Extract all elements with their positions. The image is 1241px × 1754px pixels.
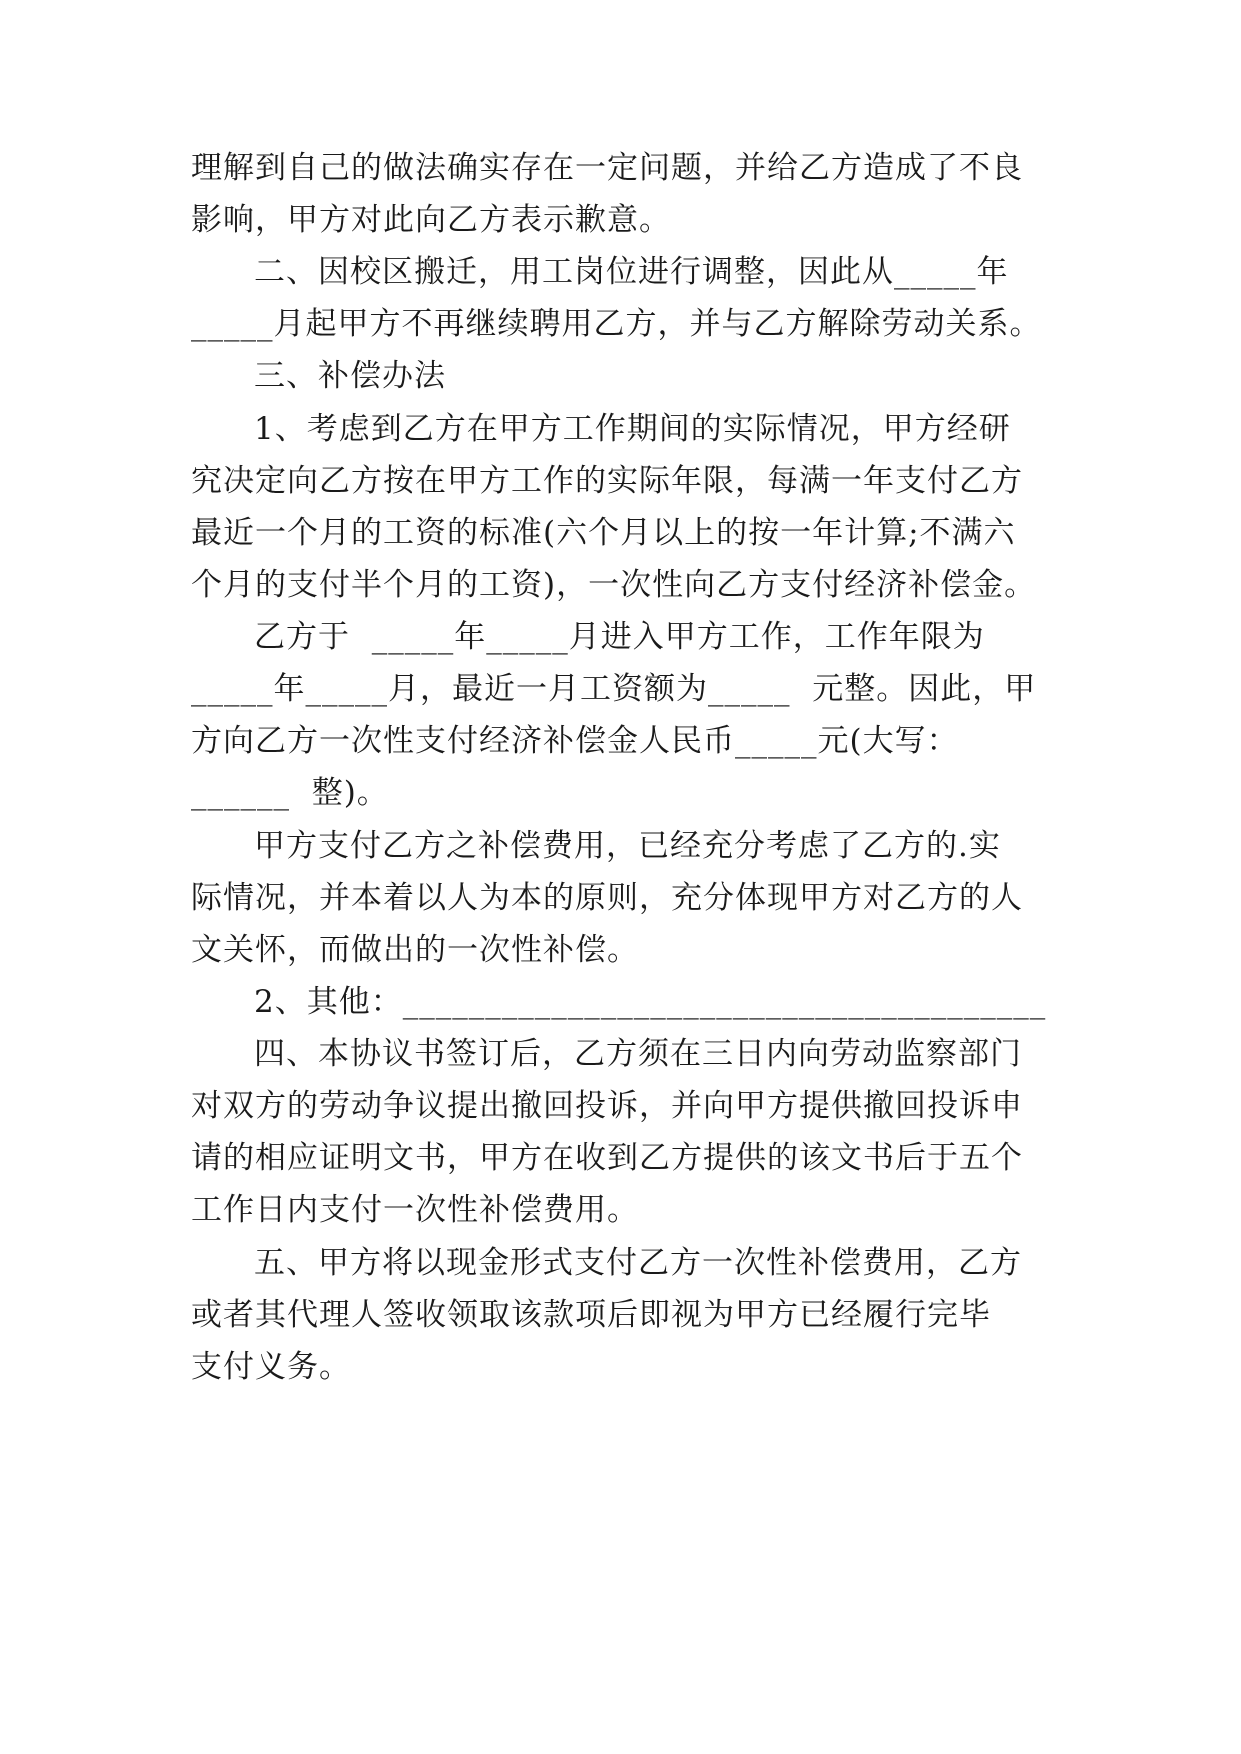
section-2-heading-line: 二、因校区搬迁，用工岗位进行调整，因此从_____年 — [254, 254, 1009, 290]
text-line: 际情况，并本着以人为本的原则，充分体现甲方对乙方的人 — [191, 880, 1023, 916]
text-line: _____月起甲方不再继续聘用乙方，并与乙方解除劳动关系。 — [191, 306, 1042, 342]
text-line: 工作日内支付一次性补偿费用。 — [191, 1192, 639, 1228]
text-line: 究决定向乙方按在甲方工作的实际年限，每满一年支付乙方 — [191, 463, 1023, 499]
text-line: _____年_____月，最近一月工资额为_____ 元整。因此，甲 — [191, 671, 1037, 707]
text-line: 影响，甲方对此向乙方表示歉意。 — [191, 202, 671, 238]
compensation-note-line: 甲方支付乙方之补偿费用，已经充分考虑了乙方的.实 — [254, 828, 1001, 864]
section-4-line: 四、本协议书签订后，乙方须在三日内向劳动监察部门 — [254, 1036, 1022, 1072]
text-line: 或者其代理人签收领取该款项后即视为甲方已经履行完毕 — [191, 1297, 991, 1333]
clause-1-line: 1、考虑到乙方在甲方工作期间的实际情况，甲方经研 — [254, 411, 1011, 447]
text-line: 支付义务。 — [191, 1349, 351, 1385]
text-line: ______ 整)。 — [191, 775, 389, 811]
employment-details-line: 乙方于 _____年_____月进入甲方工作，工作年限为 — [254, 619, 985, 655]
text-line: 文关怀，而做出的一次性补偿。 — [191, 932, 639, 968]
text-line: 最近一个月的工资的标准(六个月以上的按一年计算;不满六 — [191, 515, 1016, 551]
section-3-heading: 三、补偿办法 — [254, 358, 446, 394]
text-line: 对双方的劳动争议提出撤回投诉，并向甲方提供撤回投诉申 — [191, 1088, 1023, 1124]
text-line: 理解到自己的做法确实存在一定问题，并给乙方造成了不良 — [191, 150, 1023, 186]
clause-2-other-line: 2、其他：_______________________________________ — [254, 984, 1047, 1020]
section-5-line: 五、甲方将以现金形式支付乙方一次性补偿费用，乙方 — [254, 1245, 1022, 1281]
text-line: 请的相应证明文书，甲方在收到乙方提供的该文书后于五个 — [191, 1140, 1023, 1176]
text-line: 方向乙方一次性支付经济补偿金人民币_____元(大写： — [191, 723, 959, 759]
text-line: 个月的支付半个月的工资)，一次性向乙方支付经济补偿金。 — [191, 567, 1037, 603]
